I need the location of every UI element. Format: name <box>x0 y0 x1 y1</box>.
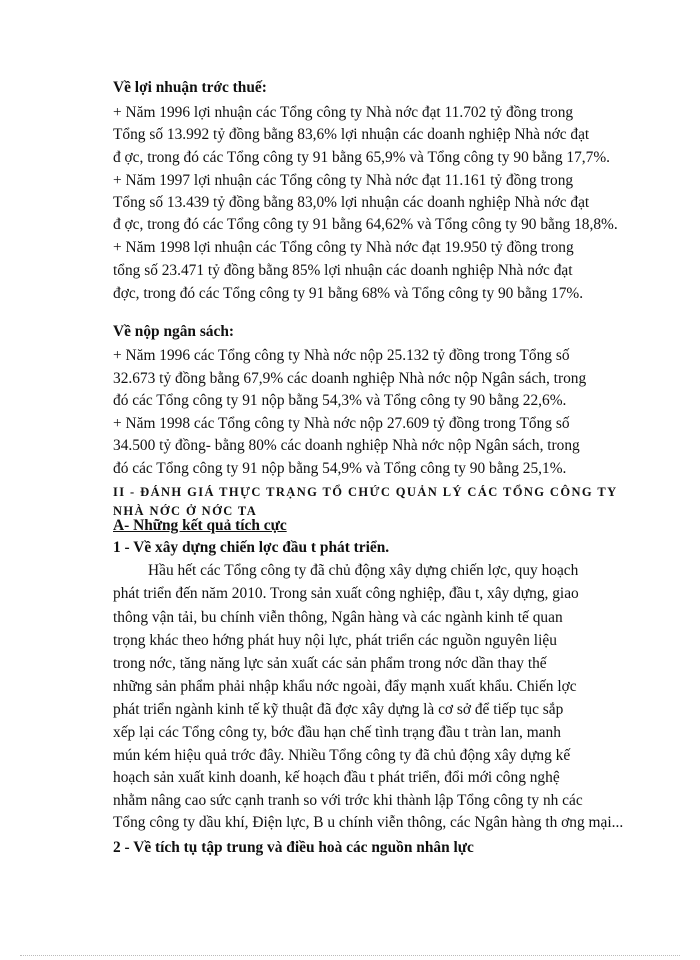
profit-heading: Về lợi nhuận trớc thuế: <box>113 79 267 96</box>
profit-line: + Năm 1998 lợi nhuận các Tổng công ty Nhà nớc đạt 19.950 tỷ đồng trong <box>113 239 574 256</box>
profit-line: tổng số 23.471 tỷ đồng bằng 85% lợi nhuận các doanh nghiệp Nhà nớc đạt <box>113 262 573 279</box>
profit-line: Tổng số 13.992 tỷ đồng bằng 83,6% lợi nhuận các doanh nghiệp Nhà nớc đạt <box>113 126 590 143</box>
budget-heading: Về nộp ngân sách: <box>113 323 235 340</box>
item-1-line: trong nớc, tăng năng lực sản xuất các sản phẩm trong nớc dần thay thế <box>113 655 547 672</box>
item-1-line: thông vận tải, bu chính viễn thông, Ngân hàng và các ngành kinh tế quan <box>113 609 563 626</box>
item-1-line: phát triển ngành kinh tế kỹ thuật đã đợc xây dựng là cơ sở để tiếp tục sắp <box>113 701 564 718</box>
budget-line: + Năm 1998 các Tổng công ty Nhà nớc nộp 27.609 tỷ đồng trong Tổng số <box>113 415 570 432</box>
item-1-line: hoạch sản xuất kinh doanh, kế hoạch đầu t phát triển, đổi mới công nghệ <box>113 769 560 786</box>
item-1-line: xếp lại các Tổng công ty, bớc đầu hạn chế tình trạng đầu t tràn lan, manh <box>113 724 561 741</box>
item-1-line: nhằm nâng cao sức cạnh tranh so với trớc khi thành lập Tổng công ty nh các <box>113 792 583 809</box>
profit-line: đợc, trong đó các Tổng công ty 91 bằng 68% và Tổng công ty 90 bằng 17%. <box>113 285 584 302</box>
budget-line: + Năm 1996 các Tổng công ty Nhà nớc nộp 25.132 tỷ đồng trong Tổng số <box>113 347 570 364</box>
profit-line: Tổng số 13.439 tỷ đồng bằng 83,0% lợi nhuận các doanh nghiệp Nhà nớc đạt <box>113 194 590 211</box>
item-1-line: Hầu hết các Tổng công ty đã chủ động xây dựng chiến lợc, quy hoạch <box>148 562 579 579</box>
budget-line: đó các Tổng công ty 91 nộp bằng 54,3% và Tổng công ty 90 bằng 22,6%. <box>113 392 567 409</box>
section-ii-title-cont: NHÀ NỚC Ở NỚC TA <box>113 504 258 518</box>
profit-line: + Năm 1997 lợi nhuận các Tổng công ty Nhà nớc đạt 11.161 tỷ đồng trong <box>113 172 574 189</box>
item-1-line: mún kém hiệu quả trớc đây. Nhiều Tổng công ty đã chủ động xây dựng kế <box>113 747 571 764</box>
item-1-line: Tổng công ty dầu khí, Điện lực, B u chính viễn thông, các Ngân hàng th ơng mại... <box>113 814 624 831</box>
profit-line: + Năm 1996 lợi nhuận các Tổng công ty Nhà nớc đạt 11.702 tỷ đồng trong <box>113 104 574 121</box>
item-1-heading: 1 - Về xây dựng chiến lợc đầu t phát triển. <box>113 539 390 556</box>
subsection-a-heading: A- Những kết quả tích cực <box>113 517 287 534</box>
item-1-line: những sản phẩm phải nhập khẩu nớc ngoài, đẩy mạnh xuất khẩu. Chiến lợc <box>113 678 577 695</box>
item-1-line: phát triển đến năm 2010. Trong sản xuất công nghiệp, đầu t, xây dựng, giao <box>113 585 579 602</box>
page-bottom-divider <box>20 955 680 956</box>
section-ii-title: II - ĐÁNH GIÁ THỰC TRẠNG TỔ CHỨC QUẢN LÝ CÁC TỔNG CÔNG TY <box>113 485 618 499</box>
item-1-line: trọng khác theo hớng phát huy nội lực, phát triển các nguồn nguyên liệu <box>113 632 557 649</box>
budget-line: 34.500 tỷ đồng- bằng 80% các doanh nghiệp Nhà nớc nộp Ngân sách, trong <box>113 437 580 454</box>
item-2-heading: 2 - Về tích tụ tập trung và điều hoà các nguồn nhân lực <box>113 839 474 856</box>
budget-line: đó các Tổng công ty 91 nộp bằng 54,9% và Tổng công ty 90 bằng 25,1%. <box>113 460 567 477</box>
profit-line: đ ợc, trong đó các Tổng công ty 91 bằng 65,9% và Tổng công ty 90 bằng 17,7%. <box>113 149 610 166</box>
profit-line: đ ợc, trong đó các Tổng công ty 91 bằng 64,62% và Tổng công ty 90 bằng 18,8%. <box>113 216 618 233</box>
budget-line: 32.673 tỷ đồng bằng 67,9% các doanh nghiệp Nhà nớc nộp Ngân sách, trong <box>113 370 587 387</box>
